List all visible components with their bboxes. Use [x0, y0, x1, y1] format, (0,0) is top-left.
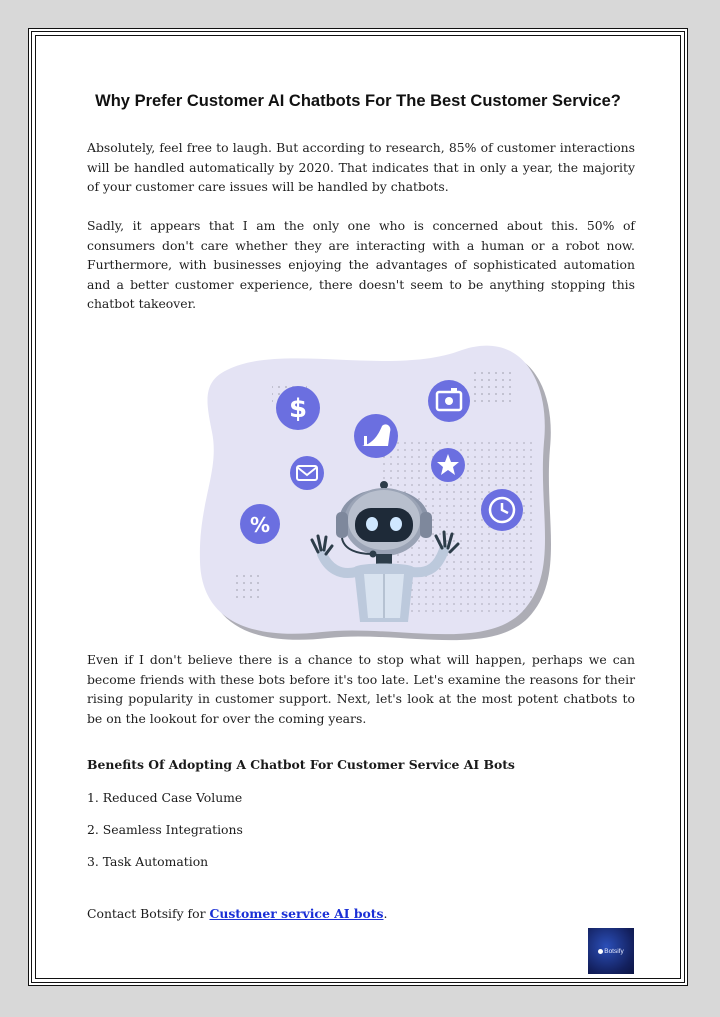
- star-icon: [431, 448, 465, 482]
- svg-text:$: $: [288, 394, 308, 424]
- contact-prefix: Contact Botsify for: [87, 906, 210, 921]
- camera-icon: [428, 380, 470, 422]
- chatbot-illustration: [172, 322, 552, 642]
- page-title: Why Prefer Customer AI Chatbots For The Best Customer Service?: [95, 92, 621, 110]
- list-item: 2. Seamless Integrations: [87, 822, 243, 837]
- list-item: 3. Task Automation: [87, 854, 209, 869]
- dollar-icon: [276, 386, 320, 430]
- contact-suffix: .: [383, 906, 388, 921]
- dot-pattern: [472, 372, 512, 402]
- list-item: 1. Reduced Case Volume: [87, 790, 243, 805]
- logo-dot-icon: [598, 949, 603, 954]
- benefits-heading: Benefits Of Adopting A Chatbot For Customer Service AI Bots: [87, 757, 515, 772]
- customer-service-ai-bots-link[interactable]: Customer service AI bots: [209, 906, 384, 921]
- high-heel-icon: [354, 414, 398, 458]
- botsify-logo[interactable]: [588, 928, 634, 974]
- dot-pattern: [232, 572, 262, 602]
- contact-line: [87, 906, 387, 921]
- paragraph-3: Even if I don't believe there is a chance to stop what will happen, perhaps we can become friends with these bots before it's too late. Let's examine the reasons for their rising popularity in customer support. Next, let's look at the most potent chatbots to be on the lookout for over the coming years.: [87, 652, 635, 726]
- svg-text:%: %: [249, 513, 271, 537]
- document-page: [28, 28, 688, 986]
- paragraph-2: Sadly, it appears that I am the only one who is concerned about this. 50% of consumers don't care whether they are interacting with a human or a robot now. Furthermore, with businesses enjoying the advantages of sophisticated automation and a better customer experience, there doesn't seem to be anything stopping this chatbot takeover.: [87, 218, 635, 312]
- paragraph-1: Absolutely, feel free to laugh. But according to research, 85% of customer interactions will be handled automatically by 2020. That indicates that in only a year, the majority of your customer care issues will be handled by chatbots.: [87, 140, 635, 195]
- percent-icon: [240, 504, 280, 544]
- mail-icon: [290, 456, 324, 490]
- logo-text: Botsify: [604, 947, 624, 955]
- clock-icon: [481, 489, 523, 531]
